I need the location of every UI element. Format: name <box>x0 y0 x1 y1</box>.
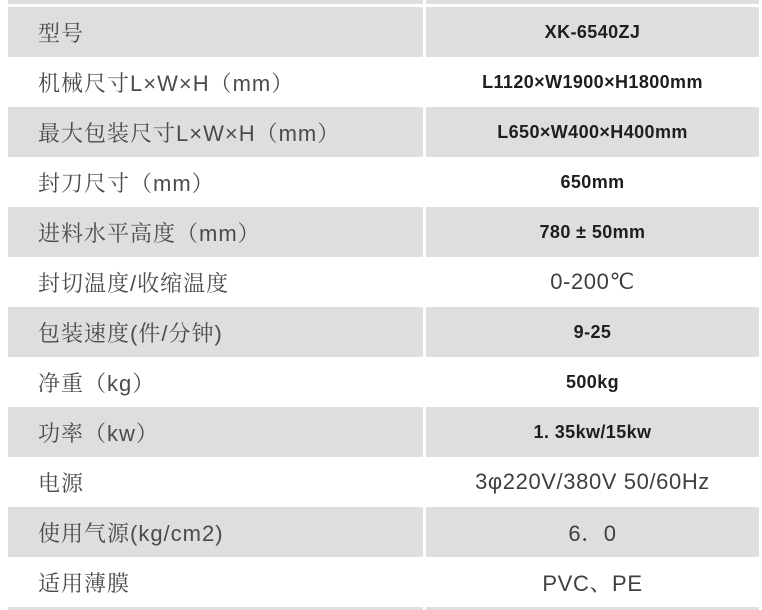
spec-label-cell <box>8 407 423 457</box>
spec-value-cell <box>426 507 759 557</box>
spec-value: L1120×W1900×H1800mm <box>482 71 703 92</box>
spec-value-cell <box>426 207 759 257</box>
spec-value: 3φ220V/380V 50/60Hz <box>475 469 710 494</box>
spec-value-cell <box>426 357 759 407</box>
spec-value-cell <box>426 307 759 357</box>
spec-value-cell <box>426 7 759 57</box>
spec-label: 适用薄膜 <box>38 570 131 596</box>
spec-table <box>8 7 759 607</box>
table-row <box>8 407 759 457</box>
table-row <box>8 507 759 557</box>
top-partial-left-cell <box>8 0 423 4</box>
spec-label: 机械尺寸L×W×H（mm） <box>38 70 295 96</box>
table-row <box>8 557 759 607</box>
table-row <box>8 57 759 107</box>
spec-label-cell <box>8 107 423 157</box>
spec-label: 包装速度(件/分钟) <box>38 320 223 346</box>
spec-value-cell <box>426 257 759 307</box>
spec-value: L650×W400×H400mm <box>497 121 688 142</box>
spec-label: 使用气源(kg/cm2) <box>38 520 224 546</box>
table-row <box>8 7 759 57</box>
spec-value: 9-25 <box>573 321 612 342</box>
spec-value: 1. 35kw/15kw <box>533 421 652 442</box>
spec-label-cell <box>8 457 423 507</box>
spec-value: 0-200℃ <box>550 269 635 294</box>
spec-value-cell <box>426 407 759 457</box>
spec-value: 6．0 <box>568 520 617 546</box>
spec-label-cell <box>8 557 423 607</box>
spec-value: 780 ± 50mm <box>539 221 646 242</box>
spec-value-cell <box>426 107 759 157</box>
spec-label-cell <box>8 257 423 307</box>
table-row <box>8 257 759 307</box>
spec-label: 电源 <box>38 470 85 496</box>
spec-label-cell <box>8 357 423 407</box>
spec-value: PVC、PE <box>542 570 643 596</box>
spec-label: 封切温度/收缩温度 <box>38 270 230 296</box>
spec-label-cell <box>8 157 423 207</box>
spec-label-cell <box>8 207 423 257</box>
table-row <box>8 307 759 357</box>
table-row <box>8 207 759 257</box>
spec-label-cell <box>8 7 423 57</box>
spec-value: XK-6540ZJ <box>544 21 641 42</box>
table-row <box>8 157 759 207</box>
spec-label: 功率（kw） <box>38 420 159 446</box>
spec-label: 型号 <box>38 20 85 46</box>
spec-label: 进料水平高度（mm） <box>38 220 261 246</box>
table-row <box>8 457 759 507</box>
spec-label-cell <box>8 57 423 107</box>
top-partial-right-cell <box>426 0 759 4</box>
spec-label: 最大包装尺寸L×W×H（mm） <box>38 120 341 146</box>
spec-label-cell <box>8 307 423 357</box>
spec-value-cell <box>426 157 759 207</box>
spec-value-cell <box>426 557 759 607</box>
table-row <box>8 357 759 407</box>
spec-value-cell <box>426 457 759 507</box>
spec-label: 净重（kg） <box>38 370 156 396</box>
spec-label: 封刀尺寸（mm） <box>38 170 215 196</box>
spec-value-cell <box>426 57 759 107</box>
table-row <box>8 107 759 157</box>
top-partial-row <box>8 0 759 4</box>
spec-value: 500kg <box>565 371 620 392</box>
spec-value: 650mm <box>560 171 625 192</box>
spec-label-cell <box>8 507 423 557</box>
